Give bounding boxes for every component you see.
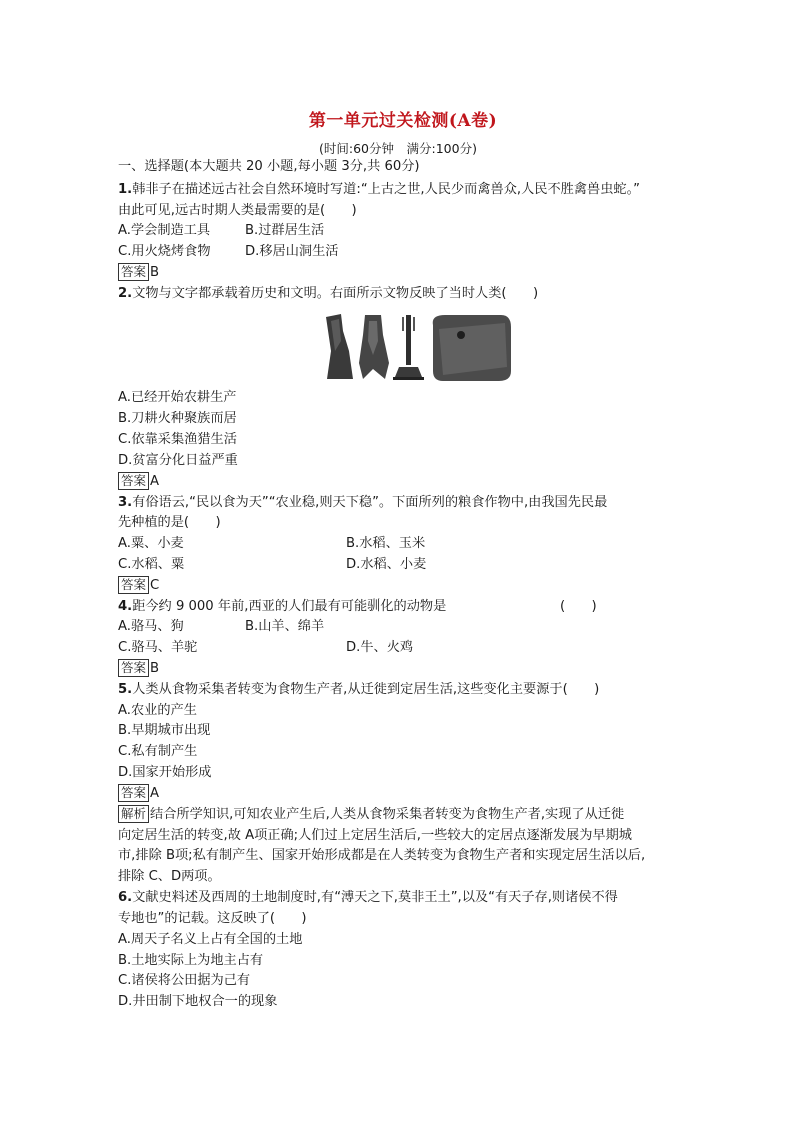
q5-option-b: B.早期城市出现 [118, 723, 211, 738]
q6-option-a: A.周天子名义上占有全国的土地 [118, 932, 303, 947]
section-heading: 一、选择题(本大题共 20 小题,每小题 3分,共 60分) [118, 159, 420, 174]
answer-tag: 答案 [118, 576, 149, 594]
q3-option-b: B.水稻、玉米 [346, 536, 426, 551]
stone-plate [433, 315, 511, 381]
exam-time-score: (时间:60分钟 满分:100分) [319, 141, 477, 156]
q3-option-c: C.水稻、粟 [118, 557, 185, 572]
question-3-cont: 先种植的是( ) [118, 515, 221, 530]
q1-option-d: D.移居山洞生活 [245, 244, 339, 259]
question-4: 4.距今约 9 000 年前,西亚的人们最有可能驯化的动物是 [118, 599, 447, 614]
q1-option-c: C.用火烧烤食物 [118, 244, 211, 259]
q1-option-a: A.学会制造工具 [118, 223, 211, 238]
q5-answer: 答案 A [118, 784, 159, 804]
q1-answer: 答案 B [118, 263, 159, 283]
question-1: 1.韩非子在描述远古社会自然环境时写道:“上古之世,人民少而禽兽众,人民不胜禽兽虫蛇。” [118, 182, 641, 197]
q2-option-d: D.贫富分化日益严重 [118, 453, 238, 468]
q5-analysis-line-4: 排除 C、D两项。 [118, 869, 221, 884]
q4-answer: 答案 B [118, 659, 159, 679]
q5-option-c: C.私有制产生 [118, 744, 198, 759]
question-4-paren: ( ) [560, 599, 597, 614]
q6-option-d: D.井田制下地权合一的现象 [118, 994, 278, 1009]
q3-option-a: A.粟、小麦 [118, 536, 184, 551]
answer-tag: 答案 [118, 263, 149, 281]
q2-answer: 答案 A [118, 472, 159, 492]
q2-option-b: B.刀耕火种聚族而居 [118, 411, 237, 426]
hafted-tool [393, 315, 424, 380]
stone-tool-2 [359, 315, 389, 379]
analysis-tag: 解析 [118, 805, 149, 823]
stone-tool-1 [326, 314, 353, 379]
page-title: 第一单元过关检测(A卷) [308, 111, 498, 131]
answer-tag: 答案 [118, 784, 149, 802]
answer-tag: 答案 [118, 472, 149, 490]
q5-analysis-line-2: 向定居生活的转变,故 A项正确;人们过上定居生活后,一些较大的定居点逐渐发展为早期城 [118, 828, 632, 843]
artifact-photo [323, 311, 513, 385]
q4-option-d: D.牛、火鸡 [346, 640, 414, 655]
question-6: 6.文献史料述及西周的土地制度时,有“溥天之下,莫非王土”,以及“有天子存,则诸侯不得 [118, 890, 618, 905]
question-6-cont: 专地也”的记载。这反映了( ) [118, 911, 307, 926]
q4-option-c: C.骆马、羊驼 [118, 640, 198, 655]
question-5: 5.人类从食物采集者转变为食物生产者,从迁徙到定居生活,这些变化主要源于( ) [118, 682, 600, 697]
answer-tag: 答案 [118, 659, 149, 677]
q2-option-a: A.已经开始农耕生产 [118, 390, 237, 405]
q5-analysis-line-3: 市,排除 B项;私有制产生、国家开始形成都是在人类转变为食物生产者和实现定居生活以后, [118, 848, 646, 863]
q3-option-d: D.水稻、小麦 [346, 557, 427, 572]
question-2: 2.文物与文字都承载着历史和文明。右面所示文物反映了当时人类( ) [118, 286, 539, 301]
q4-option-b: B.山羊、绵羊 [245, 619, 325, 634]
q4-option-a: A.骆马、狗 [118, 619, 184, 634]
q5-option-a: A.农业的产生 [118, 703, 197, 718]
q6-option-c: C.诸侯将公田据为己有 [118, 973, 251, 988]
question-3: 3.有俗语云,“民以食为天”“农业稳,则天下稳”。下面所列的粮食作物中,由我国先民最 [118, 495, 608, 510]
q1-option-b: B.过群居生活 [245, 223, 325, 238]
q6-option-b: B.土地实际上为地主占有 [118, 953, 264, 968]
question-1-cont: 由此可见,远古时期人类最需要的是( ) [118, 203, 357, 218]
q5-analysis: 解析 结合所学知识,可知农业产生后,人类从食物采集者转变为食物生产者,实现了从迁徙 [118, 805, 624, 825]
q5-option-d: D.国家开始形成 [118, 765, 212, 780]
q3-answer: 答案 C [118, 576, 159, 596]
q2-option-c: C.依靠采集渔猎生活 [118, 432, 237, 447]
